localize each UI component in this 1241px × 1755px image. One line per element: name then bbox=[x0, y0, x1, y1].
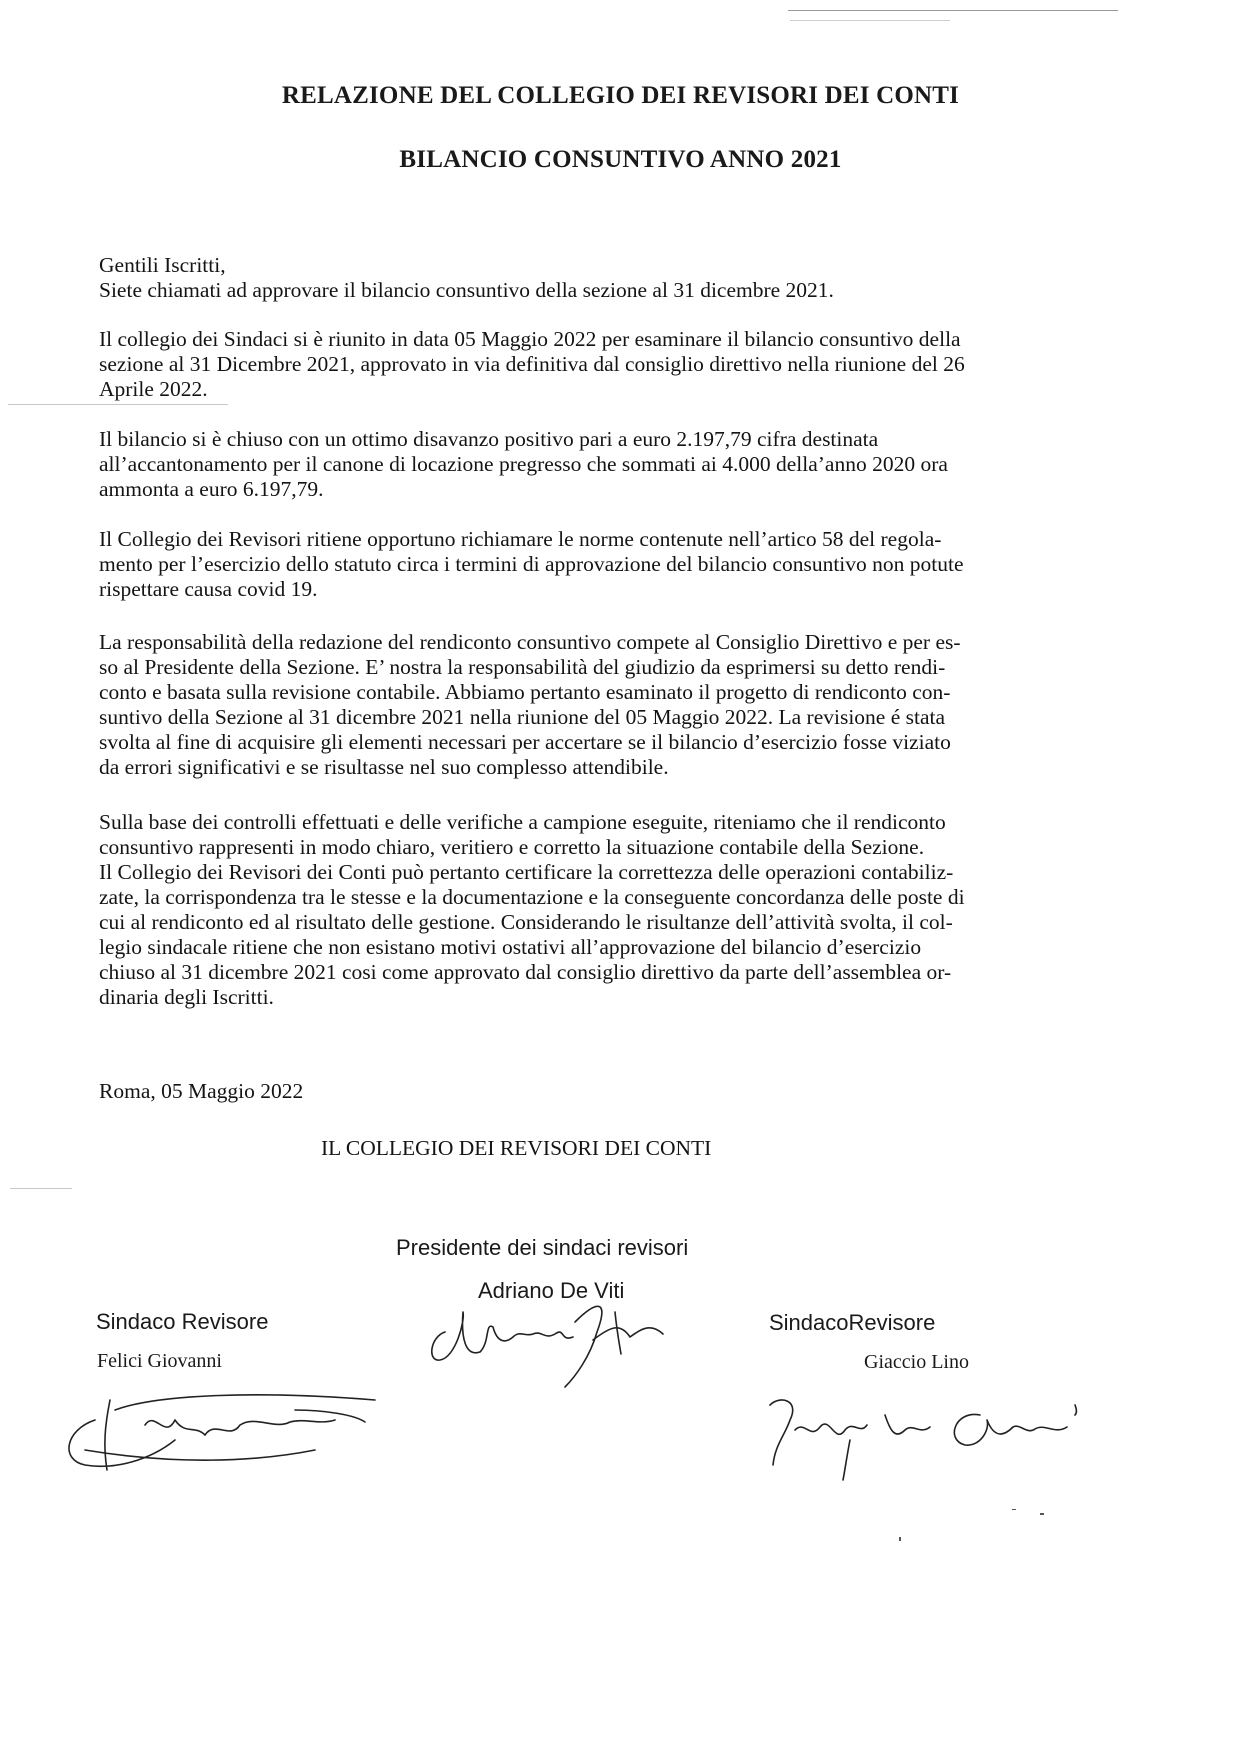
scan-mark-left-2 bbox=[10, 1188, 72, 1189]
paragraph-line: da errori significativi e se risultasse nel suo complesso attendibile. bbox=[99, 755, 669, 779]
scan-mark-top-dots bbox=[790, 20, 950, 21]
document-subtitle: BILANCIO CONSUNTIVO ANNO 2021 bbox=[399, 146, 842, 173]
paragraph-line: svolta al fine di acquisire gli elementi necessari per accertare se il bilancio d’esercizio fosse viziato bbox=[99, 730, 951, 754]
paragraph-line: Sulla base dei controlli effettuati e delle verifiche a campione eseguite, riteniamo che il rendiconto bbox=[99, 810, 946, 834]
president-signature-icon bbox=[425, 1282, 675, 1392]
paragraph-line: conto e basata sulla revisione contabile. Abbiamo pertanto esaminato il progetto di rendiconto con- bbox=[99, 680, 951, 704]
paragraph-line: legio sindacale ritiene che non esistano motivi ostativi all’approvazione del bilancio d’esercizio bbox=[99, 935, 922, 959]
paragraph-line: Il collegio dei Sindaci si è riunito in data 05 Maggio 2022 per esaminare il bilancio consuntivo della bbox=[99, 327, 961, 351]
document-title: RELAZIONE DEL COLLEGIO DEI REVISORI DEI CONTI bbox=[281, 82, 960, 109]
right-auditor-role: SindacoRevisore bbox=[769, 1310, 936, 1335]
left-auditor-name: Felici Giovanni bbox=[97, 1350, 222, 1372]
paragraph-line: mento per l’esercizio dello statuto circa i termini di approvazione del bilancio consuntivo non potute bbox=[99, 552, 964, 576]
paragraph-regulation bbox=[99, 527, 1114, 602]
paragraph-line: La responsabilità della redazione del rendiconto consuntivo compete al Consiglio Direttivo e per es- bbox=[99, 630, 961, 654]
paragraph-conclusion bbox=[99, 810, 1114, 1010]
paragraph-balance bbox=[99, 427, 1114, 502]
stray-mark bbox=[899, 1537, 901, 1541]
president-role: Presidente dei sindaci revisori bbox=[396, 1235, 689, 1260]
president-name: Adriano De Viti bbox=[478, 1278, 625, 1303]
paragraph-line: chiuso al 31 dicembre 2021 cosi come approvato dal consiglio direttivo da parte dell’assemblea or- bbox=[99, 960, 952, 984]
paragraph-line: ammonta a euro 6.197,79. bbox=[99, 477, 324, 501]
paragraph-line: Il bilancio si è chiuso con un ottimo disavanzo positivo pari a euro 2.197,79 cifra destinata bbox=[99, 427, 879, 451]
place-date: Roma, 05 Maggio 2022 bbox=[99, 1079, 304, 1103]
paragraph-line: all’accantonamento per il canone di locazione pregresso che sommati ai 4.000 della’anno 2020 ora bbox=[99, 452, 948, 476]
paragraph-line: cui al rendiconto ed al risultato delle gestione. Considerando le risultanze dell’attività svolta, il col- bbox=[99, 910, 953, 934]
greeting-line: Gentili Iscritti, bbox=[99, 253, 226, 277]
paragraph-line: Aprile 2022. bbox=[99, 377, 208, 401]
paragraph-line: Il Collegio dei Revisori ritiene opportuno richiamare le norme contenute nell’artico 58 del regola- bbox=[99, 527, 942, 551]
paragraph-line: sezione al 31 Dicembre 2021, approvato in via definitiva dal consiglio direttivo nella riunione del 26 bbox=[99, 352, 965, 376]
greeting-line: Siete chiamati ad approvare il bilancio consuntivo della sezione al 31 dicembre 2021. bbox=[99, 278, 834, 302]
paragraph-responsibility bbox=[99, 630, 1114, 780]
left-auditor-signature-icon bbox=[55, 1380, 385, 1480]
stray-mark bbox=[1040, 1513, 1044, 1515]
board-name: IL COLLEGIO DEI REVISORI DEI CONTI bbox=[321, 1136, 712, 1160]
paragraph-meeting bbox=[99, 327, 1114, 402]
left-auditor-role: Sindaco Revisore bbox=[96, 1309, 269, 1334]
paragraph-line: consuntivo rappresenti in modo chiaro, veritiero e corretto la situazione contabile della Sezione. bbox=[99, 835, 925, 859]
paragraph-line: suntivo della Sezione al 31 dicembre 2021 nella riunione del 05 Maggio 2022. La revisione é stata bbox=[99, 705, 946, 729]
paragraph-line: so al Presidente della Sezione. E’ nostra la responsabilità del giudizio da esprimersi su detto rendi- bbox=[99, 655, 946, 679]
scan-mark-left-1 bbox=[8, 404, 228, 405]
paragraph-line: zate, la corrispondenza tra le stesse e la documentazione e la conseguente concordanza delle poste di bbox=[99, 885, 965, 909]
right-auditor-signature-icon bbox=[755, 1385, 1095, 1485]
paragraph-line: rispettare causa covid 19. bbox=[99, 577, 318, 601]
greeting bbox=[99, 253, 1114, 303]
paragraph-line: dinaria degli Iscritti. bbox=[99, 985, 274, 1009]
stray-mark bbox=[1012, 1509, 1016, 1510]
paragraph-line: Il Collegio dei Revisori dei Conti può pertanto certificare la correttezza delle operazioni contabiliz- bbox=[99, 860, 954, 884]
right-auditor-name: Giaccio Lino bbox=[864, 1351, 969, 1373]
scan-mark-top-right bbox=[788, 10, 1118, 11]
